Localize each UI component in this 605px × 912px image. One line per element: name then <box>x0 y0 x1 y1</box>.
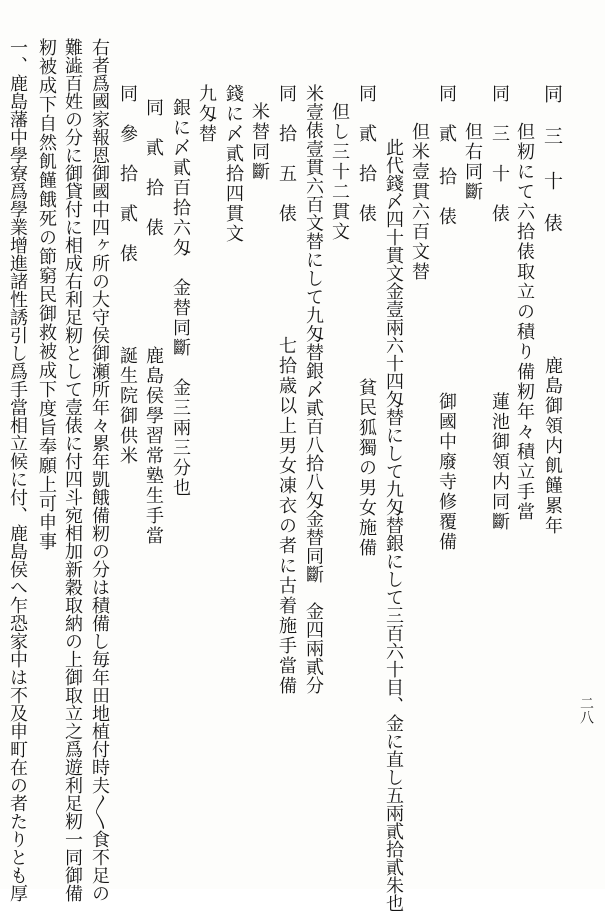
text-segment: 同 貳 拾 俵 <box>436 84 457 227</box>
text-column <box>543 84 561 234</box>
text-column <box>437 392 455 552</box>
text-column <box>144 98 162 238</box>
text-column <box>118 84 136 264</box>
text-segment: 銀に〆貳百拾六匁 金替同斷 金三兩三分也 <box>170 98 191 498</box>
text-segment: 蓮池御領内同斷 <box>489 392 510 532</box>
text-column <box>410 122 428 282</box>
text-column <box>277 84 295 224</box>
text-column <box>171 98 189 498</box>
text-segment: 但右同斷 <box>462 122 483 202</box>
text-segment: 同 三 十 俵 <box>541 84 563 234</box>
text-column <box>37 38 55 551</box>
text-column <box>330 102 348 242</box>
text-segment: 誕生院御供米 <box>117 346 138 466</box>
text-segment: 貧民狐獨の男女施備 <box>356 378 377 558</box>
text-segment: 難澁百姓の分に御貸付に相成右利足籾として壹俵に付四斗宛相加新穀取納の上御取立之爲遊利足籾一同御備 <box>62 38 83 902</box>
text-segment: 一、鹿島藩中學寮爲學業增進諸性誘引し爲手當相立候に付、鹿島侯へ乍恐家中は不及申町在の者たりとも厚 <box>7 38 28 902</box>
text-column <box>8 38 26 902</box>
text-segment: 同 拾 五 俵 <box>276 84 297 224</box>
text-column <box>250 102 268 182</box>
text-column <box>463 122 481 202</box>
text-column <box>63 38 81 902</box>
text-segment: 但米壹貫六百文替 <box>409 122 430 282</box>
text-column <box>490 84 508 224</box>
text-segment: 九匁替 <box>196 84 217 144</box>
text-column <box>90 38 108 902</box>
text-segment: 鹿島侯學習常塾生手當 <box>143 346 164 546</box>
text-segment: 此代錢〆四十貫文金壹兩六十四匁替にして九匁替銀にして三百六十目、金に直し五兩貳拾貳朱也 <box>383 138 404 912</box>
text-column <box>437 84 455 227</box>
text-column <box>224 84 242 244</box>
text-segment: 御國中廢寺修覆備 <box>436 392 457 552</box>
text-column <box>197 84 215 144</box>
text-segment: 同 貳 拾 俵 <box>356 84 377 224</box>
page-number: 二八 <box>578 696 594 724</box>
text-segment: 同 參 拾 貳 俵 <box>117 84 138 264</box>
text-column <box>490 392 508 532</box>
text-column <box>543 356 561 536</box>
text-column <box>357 378 375 558</box>
text-column <box>144 346 162 546</box>
text-segment: 米壹俵壹貫六百文替にして九匁替銀〆貳百八拾八匁金替同斷 金四兩貳分 <box>303 84 324 695</box>
text-segment: 同 三 十 俵 <box>489 84 510 224</box>
text-column <box>277 336 295 696</box>
text-column <box>515 122 533 522</box>
text-segment: 但籾にて六拾俵取立の積り備籾年々積立手當 <box>514 122 535 522</box>
text-segment: 鹿島御領内飢饉累年 <box>542 356 563 536</box>
text-segment: 籾被成下自然飢饉餓死の節窮民御救被成下度旨奉願上可申事 <box>36 38 57 551</box>
text-segment: 右者爲國家報恩御國中四ヶ所の大守侯御瀬所年々累年凱餓備籾の分は積備し毎年田地植付時夫〳〵食不足の <box>89 38 110 902</box>
text-column <box>357 84 375 224</box>
text-segment: 但し三十二貫文 <box>329 102 350 242</box>
text-segment: 錢に〆貳拾四貫文 <box>223 84 244 244</box>
text-segment: 同 貳 拾 俵 <box>143 98 164 238</box>
text-segment: 七拾歳以上男女凍衣の者に古着施手當備 <box>276 336 297 696</box>
text-segment: 米替同斷 <box>249 102 270 182</box>
text-column <box>384 138 402 912</box>
text-column <box>304 84 322 695</box>
text-column <box>118 346 136 466</box>
